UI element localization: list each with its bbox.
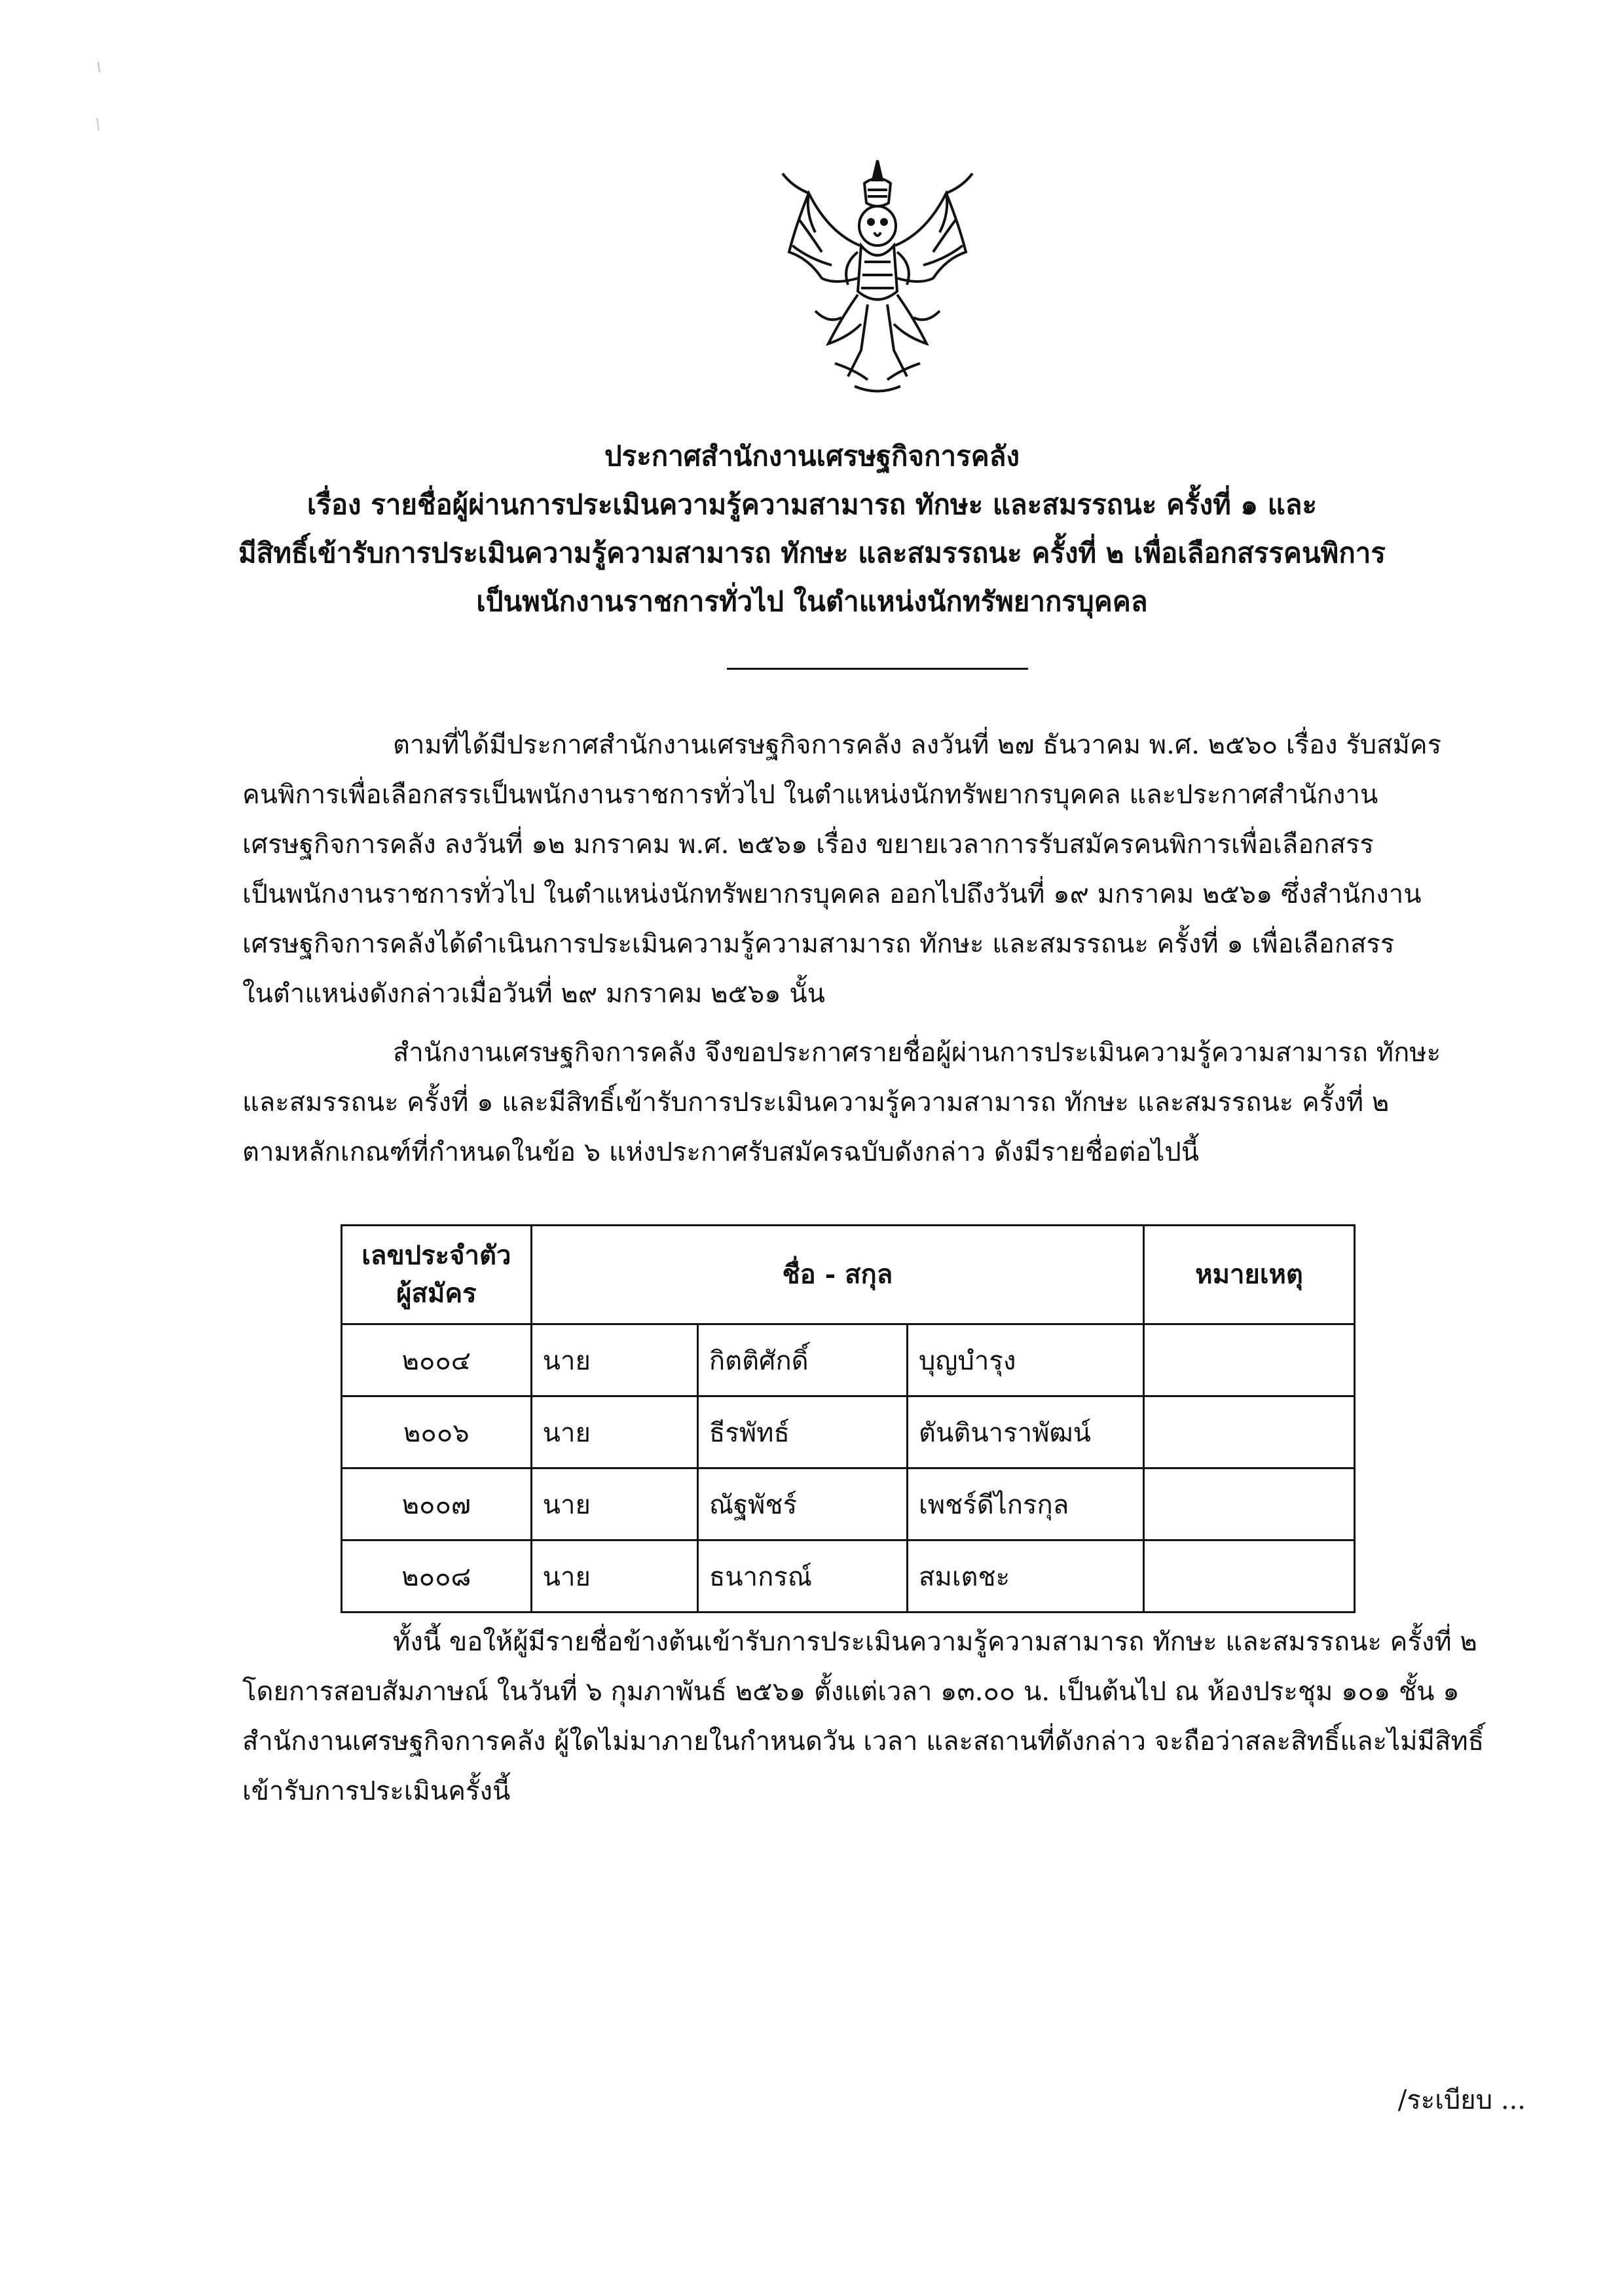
garuda-emblem-icon — [769, 154, 986, 396]
paragraph-line: ตามหลักเกณฑ์ที่กำหนดในข้อ ๖ แห่งประกาศรับสมัครฉบับดังกล่าว ดังมีรายชื่อต่อไปนี้ — [242, 1137, 1200, 1167]
paragraph-line: สำนักงานเศรษฐกิจการคลัง จึงขอประกาศรายชื่อผู้ผ่านการประเมินความรู้ความสามารถ ทักษะ — [393, 1038, 1441, 1068]
paragraph-line: เศรษฐกิจการคลังได้ดำเนินการประเมินความรู้ความสามารถ ทักษะ และสมรรถนะ ครั้งที่ ๑ เพื่อเลือกสรร — [242, 929, 1395, 959]
applicant-id: ๒๐๐๗ — [342, 1468, 532, 1540]
table-row — [342, 1468, 1355, 1540]
paragraph-line: ทั้งนี้ ขอให้ผู้มีรายชื่อข้างต้นเข้ารับการประเมินความรู้ความสามารถ ทักษะ และสมรรถนะ ครั้งที่ ๒ — [393, 1627, 1477, 1657]
header-applicant-id — [342, 1226, 532, 1324]
header-applicant-id-line-1: เลขประจำตัว — [361, 1240, 511, 1271]
applicant-id: ๒๐๐๘ — [342, 1540, 532, 1613]
applicant-id: ๒๐๐๖ — [342, 1396, 532, 1468]
remark — [1144, 1540, 1355, 1613]
paragraph-background — [242, 720, 1516, 1019]
paragraph-line: คนพิการเพื่อเลือกสรรเป็นพนักงานราชการทั่วไป ในตำแหน่งนักทรัพยากรบุคคล และประกาศสำนักงาน — [242, 780, 1378, 810]
paragraph-line: เศรษฐกิจการคลัง ลงวันที่ ๑๒ มกราคม พ.ศ. ๒๕๖๑ เรื่อง ขยายเวลาการรับสมัครคนพิการเพื่อเลือกสรร — [242, 829, 1374, 860]
header-remark: หมายเหตุ — [1144, 1226, 1355, 1324]
first-name: ธนากรณ์ — [697, 1540, 907, 1613]
paragraph-line: เข้ารับการประเมินครั้งนี้ — [242, 1776, 511, 1806]
continuation-marker: /ระเบียบ ... — [1397, 2085, 1526, 2115]
header-line-4: เป็นพนักงานราชการทั่วไป ในตำแหน่งนักทรัพยากรบุคคล — [476, 585, 1148, 617]
paragraph-line: เป็นพนักงานราชการทั่วไป ในตำแหน่งนักทรัพยากรบุคคล ออกไปถึงวันที่ ๑๙ มกราคม ๒๕๖๑ ซึ่งสำนักงาน — [242, 879, 1422, 909]
paragraph-line: โดยการสอบสัมภาษณ์ ในวันที่ ๖ กุมภาพันธ์ ๒๕๖๑ ตั้งแต่เวลา ๑๓.๐๐ น. เป็นต้นไป ณ ห้องประชุม ๑๐๑ ชั้น ๑ — [242, 1677, 1460, 1707]
paragraph-line: สำนักงานเศรษฐกิจการคลัง ผู้ใดไม่มาภายในกำหนดวัน เวลา และสถานที่ดังกล่าว จะถือว่าสละสิทธิ์และไม่มีสิทธิ์ — [242, 1726, 1485, 1757]
first-name: ธีรพัทธ์ — [697, 1396, 907, 1468]
remark — [1144, 1324, 1355, 1396]
first-name: ณัฐพัชร์ — [697, 1468, 907, 1540]
header-line-3: มีสิทธิ์เข้ารับการประเมินความรู้ความสามารถ ทักษะ และสมรรถนะ ครั้งที่ ๒ เพื่อเลือกสรรคนพิการ — [238, 537, 1386, 569]
last-name: เพชร์ดีไกรกุล — [908, 1468, 1144, 1540]
scan-specks — [92, 59, 118, 137]
table-header-row — [342, 1226, 1355, 1324]
header-line-1: ประกาศสำนักงานเศรษฐกิจการคลัง — [604, 440, 1020, 472]
first-name: กิตติศักดิ์ — [697, 1324, 907, 1396]
header-line-2: เรื่อง รายชื่อผู้ผ่านการประเมินความรู้ความสามารถ ทักษะ และสมรรถนะ ครั้งที่ ๑ และ — [306, 488, 1318, 520]
header-applicant-id-line-2: ผู้สมัคร — [396, 1278, 477, 1309]
table-row — [342, 1540, 1355, 1613]
last-name: ตันตินาราพัฒน์ — [908, 1396, 1144, 1468]
paragraph-line: และสมรรถนะ ครั้งที่ ๑ และมีสิทธิ์เข้ารับการประเมินความรู้ความสามารถ ทักษะ และสมรรถนะ ครั้งที่ ๒ — [242, 1087, 1390, 1118]
announcement-header — [196, 432, 1428, 626]
name-title: นาย — [531, 1396, 697, 1468]
name-title: นาย — [531, 1468, 697, 1540]
header-divider — [727, 668, 1028, 670]
last-name: สมเตชะ — [908, 1540, 1144, 1613]
paragraph-line: ตามที่ได้มีประกาศสำนักงานเศรษฐกิจการคลัง ลงวันที่ ๒๗ ธันวาคม พ.ศ. ๒๕๖๐ เรื่อง รับสมัคร — [393, 730, 1442, 760]
paragraph-announcement — [242, 1028, 1516, 1177]
name-title: นาย — [531, 1324, 697, 1396]
applicant-id: ๒๐๐๔ — [342, 1324, 532, 1396]
last-name: บุญบำรุง — [908, 1324, 1144, 1396]
header-full-name: ชื่อ - สกุล — [531, 1226, 1143, 1324]
paragraph-instructions — [242, 1617, 1516, 1816]
candidate-table — [341, 1224, 1356, 1613]
paragraph-line: ในตำแหน่งดังกล่าวเมื่อวันที่ ๒๙ มกราคม ๒๕๖๑ นั้น — [242, 979, 826, 1009]
table-row — [342, 1324, 1355, 1396]
table-row — [342, 1396, 1355, 1468]
name-title: นาย — [531, 1540, 697, 1613]
remark — [1144, 1396, 1355, 1468]
remark — [1144, 1468, 1355, 1540]
